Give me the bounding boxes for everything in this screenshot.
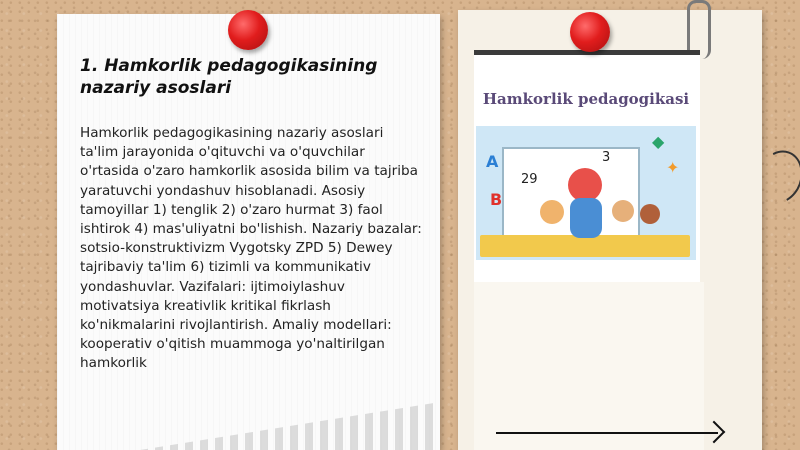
letter-decoration: B — [490, 190, 503, 209]
right-inner-paper — [474, 282, 704, 450]
arrow-right-icon[interactable] — [496, 432, 718, 434]
letter-decoration: A — [486, 152, 499, 171]
desk — [480, 235, 690, 257]
letter-decoration: ✦ — [666, 158, 680, 177]
teacher-body — [570, 198, 602, 238]
note-heading-line-2: nazariy asoslari — [80, 78, 232, 98]
pushpin-icon — [570, 12, 610, 52]
teacher-figure — [568, 168, 602, 202]
card-title: Hamkorlik pedagogikasi — [482, 90, 690, 108]
board-number-3: 3 — [602, 150, 611, 165]
student-figure — [640, 204, 660, 224]
letter-decoration: ◆ — [652, 132, 665, 151]
note-heading-line-1: 1. Hamkorlik pedagogikasining — [80, 56, 378, 76]
student-figure — [540, 200, 564, 224]
student-figure — [612, 200, 634, 222]
note-heading — [80, 55, 410, 99]
pushpin-icon — [228, 10, 268, 50]
board-number-29: 29 — [521, 172, 538, 187]
note-body-text: Hamkorlik pedagogikasining nazariy asoslari ta'lim jarayonida o'qituvchi va o'quvchilar o'rtasida o'zaro hamkorlik asosida bilim va tajriba yaratuvchi yondashuv hisoblanadi. Asosiy tamoyillar 1) tenglik 2) o'zaro hurmat 3) faol ishtirok 4) mas'uliyatni bo'lishish. Nazariy bazalar: sotsio-konstruktivizm Vygotsky ZPD 5) Dewey tajribaviy ta'lim 6) tizimli va kommunikativ yondashuvlar. Vazifalari: ijtimoiylashuv motivatsiya kreativlik kritikal fikrlash ko'nikmalarini rivojlantirish. Amaliy modellari: kooperativ o'qitish muammoga yo'naltirilgan hamkorlik — [80, 125, 422, 372]
